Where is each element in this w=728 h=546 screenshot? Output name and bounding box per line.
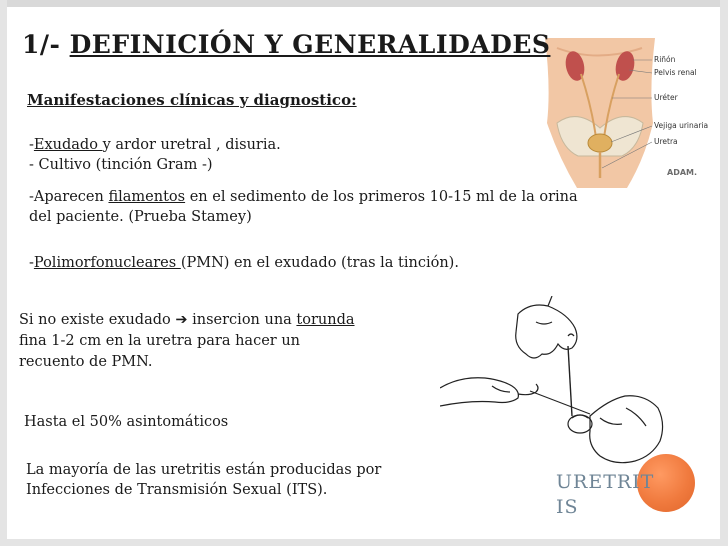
line-filamentos-pre: -Aparecen [29,189,109,205]
dash: - [29,137,34,153]
slide-border-top [0,0,728,7]
swab-line-1 [19,311,355,330]
term-exudado: Exudado [33,137,103,153]
swab-line-1-mid: insercion una [187,312,297,328]
swab-line-1-pre: Si no existe exudado [19,312,176,328]
slide-border-right [720,0,728,546]
swab-procedure-illustration [440,296,670,471]
label-ureter: Uréter [654,93,678,102]
arrow-icon: ➔ [175,312,188,328]
line-exudado-rest: y ardor uretral , disuria. [102,137,281,153]
label-pelvis-renal: Pelvis renal [654,68,697,77]
its-line-1: La mayoría de las uretritis están producidas por [26,462,382,478]
urinary-anatomy-illustration [537,28,715,190]
title-prefix: 1/- [22,30,70,59]
swab-procedure-drawing [440,296,670,471]
urinary-anatomy-figure [537,28,715,190]
slide-border-left [0,0,7,546]
slide-border-bottom [0,539,728,546]
label-vejiga: Vejiga urinaria [654,121,709,130]
line-cultivo: - Cultivo (tinción Gram -) [29,157,213,173]
title-main: DEFINICIÓN Y GENERALIDADES [69,30,551,59]
term-polimorfonucleares: Polimorfonucleares [33,255,181,271]
term-filamentos: filamentos [108,189,186,205]
swab-line-2: fina 1-2 cm en la uretra para hacer un [19,333,301,349]
line-filamentos-rest: en el sedimento de los primeros 10-15 ml de la orina [185,189,578,205]
its-line-2: Infecciones de Transmisión Sexual (ITS). [26,482,328,498]
line-stamey: del paciente. (Prueba Stamey) [29,209,252,225]
corner-label-line-1: URETRIT [556,471,655,493]
line-exudado [29,136,281,155]
swab-line-3: recuento de PMN. [19,354,153,370]
term-torunda: torunda [296,312,355,328]
corner-label-line-2: IS [556,496,579,518]
label-rinon: Riñón [654,55,676,64]
asymptomatic-note: Hasta el 50% asintomáticos [24,414,229,430]
section-subtitle: Manifestaciones clínicas y diagnostico: [27,91,357,109]
slide-title [22,30,550,59]
adam-logo: ADAM. [667,168,698,177]
label-uretra: Uretra [654,137,678,146]
corner-label [556,470,654,520]
dash: - [29,255,34,271]
line-pmn-rest: (PMN) en el exudado (tras la tinción). [180,255,459,271]
line-filamentos [29,188,578,207]
line-pmn [29,254,459,273]
